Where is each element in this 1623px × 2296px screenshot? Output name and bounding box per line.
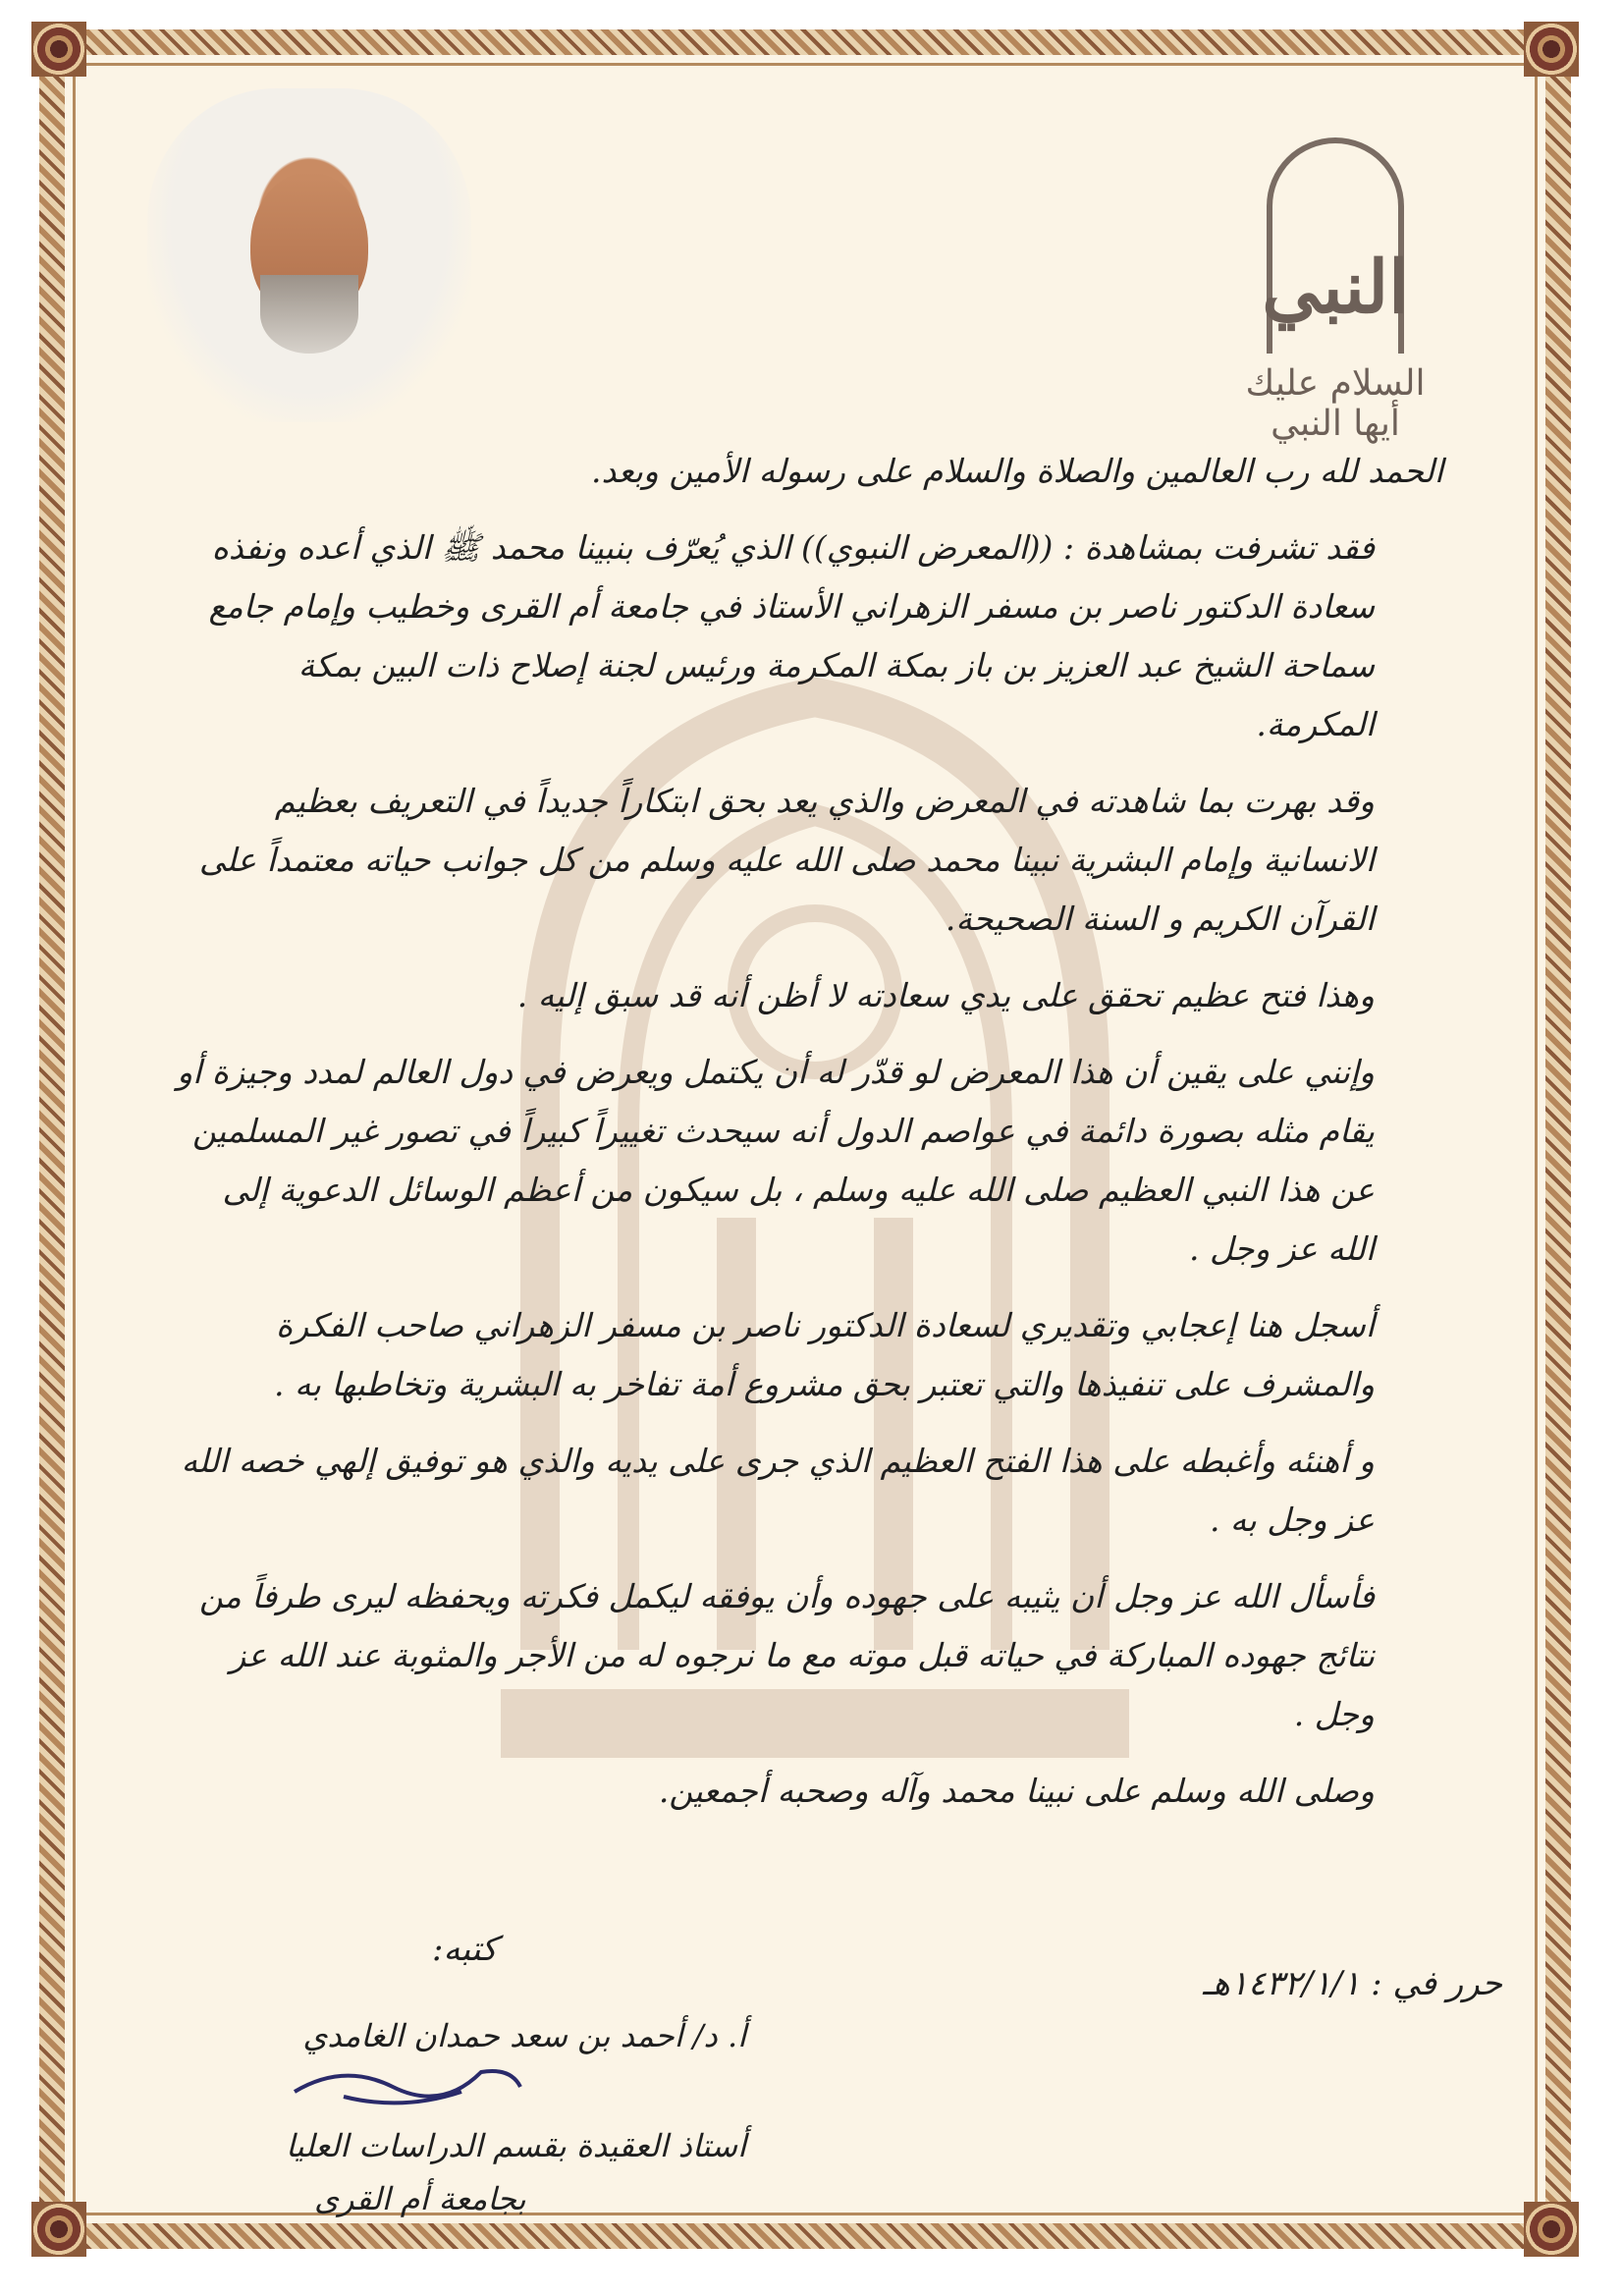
university-line: بجامعة أم القرى xyxy=(314,2180,526,2217)
paragraph-4: وإنني على يقين أن هذا المعرض لو قدّر له أن يكتمل ويعرض في دول العالم لمدد وجيزة أو يقام مثله بصورة دائمة في عواصم الدول أنه سيحدث تغييراً كبيراً في تصور غير المسلمين عن هذا النبي العظيم صلى الله عليه وسلم ، بل سيكون من أعظم الوسائل الدعوية إلى الله عز وجل . xyxy=(177,1053,1375,1268)
logo-caption: السلام عليك أيها النبي xyxy=(1245,363,1426,444)
handwritten-signature xyxy=(285,2043,530,2121)
portrait-photo xyxy=(147,88,471,422)
corner-ornament-icon xyxy=(1524,22,1579,77)
closing-line: وصلى الله وسلم على نبينا محمد وآله وصحبه أجمعين. xyxy=(658,1772,1375,1810)
certificate-page xyxy=(39,29,1571,2249)
logo-title: النبي xyxy=(1262,246,1409,330)
corner-ornament-icon xyxy=(31,2202,86,2257)
signer-name: أ. د/ أحمد بن سعد حمدان الغامدي xyxy=(302,2017,746,2054)
signer-title: أستاذ العقيدة بقسم الدراسات العليا xyxy=(285,2127,746,2164)
date-line: حرر في : ١٤٣٢/١/١هـ xyxy=(1202,1964,1502,2003)
paragraph-3: وهذا فتح عظيم تحقق على يدي سعادته لا أظن أنه قد سبق إليه . xyxy=(516,976,1375,1014)
corner-ornament-icon xyxy=(1524,2202,1579,2257)
paragraph-1: فقد تشرفت بمشاهدة : ((المعرض النبوي)) الذي يُعرّف بنبينا محمد ﷺ الذي أعده ونفذه سعادة الدكتور ناصر بن مسفر الزهراني الأستاذ في جامعة أم القرى وخطيب وإمام جامع سماحة الشيخ عبد العزيز بن باز بمكة المكرمة ورئيس لجنة إصلاح ذات البين بمكة المكرمة. xyxy=(208,528,1375,743)
letter-body xyxy=(177,442,1443,1838)
exhibition-logo xyxy=(1217,128,1453,444)
portrait-beard xyxy=(260,275,358,354)
paragraph-2: وقد بهرت بما شاهدته في المعرض والذي يعد بحق ابتكاراً جديداً في التعريف بعظيم الانسانية وإمام البشرية نبينا محمد صلى الله عليه وسلم من كل جوانب حياته معتمداً على القرآن الكريم و السنة الصحيحة. xyxy=(198,782,1375,938)
opening-line: الحمد لله رب العالمين والصلاة والسلام على رسوله الأمين وبعد. xyxy=(591,452,1443,490)
paragraph-5: أسجل هنا إعجابي وتقديري لسعادة الدكتور ناصر بن مسفر الزهراني صاحب الفكرة والمشرف على تنفيذها والتي تعتبر بحق مشروع أمة تفاخر به البشرية وتخاطبها به . xyxy=(274,1306,1375,1403)
paragraph-7: فأسأل الله عز وجل أن يثيبه على جهوده وأن يوفقه ليكمل فكرته ويحفظه ليرى طرفاً من نتائج جهوده المباركة في حياته قبل موته مع ما نرجوه له من الأجر والمثوبة عند الله عز وجل . xyxy=(199,1577,1375,1733)
writer-label: كتبه: xyxy=(432,1930,498,1969)
corner-ornament-icon xyxy=(31,22,86,77)
paragraph-6: و أهنئه وأغبطه على هذا الفتح العظيم الذي جرى على يديه والذي هو توفيق إلهي خصه الله عز وجل به . xyxy=(181,1442,1375,1539)
